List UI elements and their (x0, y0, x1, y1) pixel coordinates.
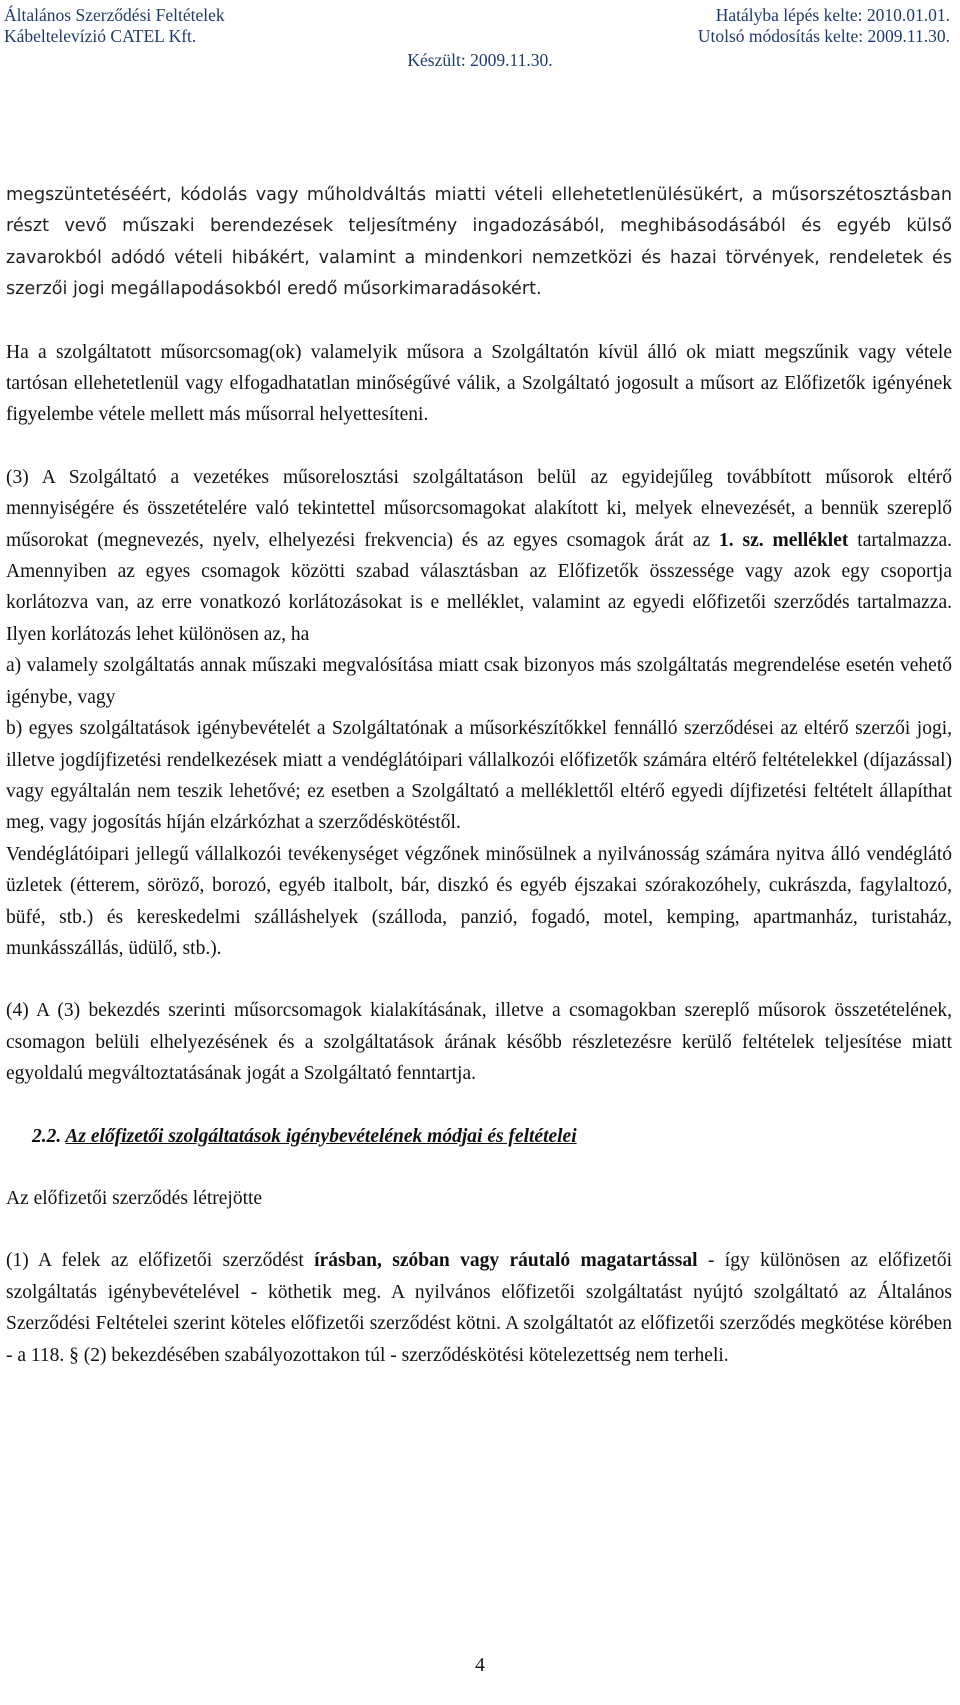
section-heading (6, 1121, 952, 1152)
header-last-modified: Utolsó módosítás kelte: 2009.11.30. (697, 26, 950, 46)
paragraph-3-packages (6, 462, 952, 650)
section-number: 2.2. (32, 1125, 62, 1147)
paragraph-3-item-b: b) egyes szolgáltatások igénybevételét a Szolgáltatónak a műsorkészítőkkel fennálló szerződései az eltérő szerzői jogi, illetve jogdíjfizetési rendelkezések miatt a vendéglátóipari vállalkozói előfizetők számára eltérő feltételekkel (díjazással) vagy egyáltalán nem teszik lehetővé; ez esetben a Szolgáltató a melléklettől eltérő egyedi díjfizetési feltételt állapíthat meg, vagy jogosítás híján elzárkózhat a szerződéskötéstől. (6, 718, 952, 834)
document-body (6, 180, 952, 1371)
paragraph-liability-continuation: megszüntetéséért, kódolás vagy műholdváltás miatti vételi ellehetetlenülésükért, a műsorszétosztásban részt vevő műszaki berendezések teljesítmény ingadozásából, meghibásodásából és egyéb külső zavarokból adódó vételi hibákért, valamint a mindenkori nemzetközi és hazai törvények, rendeletek és szerzői jogi megállapodásokból eredő műsorkimaradásokért. (6, 185, 952, 300)
page-number: 4 (475, 1655, 485, 1676)
appendix-reference: 1. sz. melléklet (718, 529, 849, 551)
paragraph-program-replacement: Ha a szolgáltatott műsorcsomag(ok) valamelyik műsora a Szolgáltatón kívül álló ok miatt megszűnik vagy vétele tartósan ellehetetlenül vagy elfogadhatatlan minőségűvé válik, a Szolgáltató jogosult a műsort az Előfizetők igényének figyelembe vétele mellett más műsorral helyettesíteni. (6, 341, 952, 426)
paragraph-3-item-a: a) valamely szolgáltatás annak műszaki megvalósítása miatt csak bizonyos más szolgáltatás megrendelése esetén vehető igénybe, vagy (6, 655, 952, 708)
paragraph-3-hospitality: Vendéglátóipari jellegű vállalkozói tevékenységet végzőnek minősülnek a nyilvánosság számára nyitva álló vendéglátó üzletek (étterem, söröző, borozó, egyéb italbolt, bár, diszkó és egyéb éjszakai szórakozóhely, cukrászda, fagylaltozó, büfé, stb.) és kereskedelmi szálláshelyek (szálloda, panzió, fogadó, motel, kemping, apartmanház, turistaház, munkásszállás, üdülő, stb.). (6, 843, 952, 959)
section-title: Az előfizetői szolgáltatások igénybevételének módjai és feltételei (65, 1125, 577, 1147)
contract-forms-bold: írásban, szóban vagy ráutaló magatartással (314, 1250, 698, 1272)
subheading-contract-formation: Az előfizetői szerződés létrejötte (6, 1187, 263, 1209)
paragraph-3-text-b: tartalmazza. Amennyiben az egyes csomagok közötti szabad választásban az Előfizetők összessége vagy azok egy csoportja korlátozva van, az erre vonatkozó korlátozásokat is e melléklet, valamint az egyedi előfizetői szerződés tartalmazza. Ilyen korlátozás lehet különösen az, ha (6, 529, 952, 645)
header-document-title: Általános Szerződési Feltételek (4, 5, 225, 25)
paragraph-1-text-a: (1) A felek az előfizetői szerződést (6, 1250, 315, 1272)
paragraph-3-text-a: (3) A Szolgáltató a vezetékes műsorelosztási szolgáltatáson belül az egyidejűleg továbbított műsorok eltérő mennyiségére és összetételére való tekintettel műsorcsomagokat alakított ki, melyek elnevezését, a bennük szereplő műsorokat (megnevezés, nyelv, elhelyezési frekvencia) és az egyes csomagok árát az (6, 466, 952, 551)
paragraph-1-contract (6, 1245, 952, 1371)
header-created-date: Készült: 2009.11.30. (407, 50, 553, 70)
page-header (0, 0, 960, 78)
header-company-name: Kábeltelevízió CATEL Kft. (4, 26, 197, 46)
paragraph-1-text-b: - így különösen az előfizetői szolgáltatás igénybevételével - köthetik meg. A nyilvános előfizetői szolgáltatást nyújtó szolgáltató az Általános Szerződési Feltételei szerint köteles előfizetői szerződést kötni. A szolgáltatót az előfizetői szerződés megkötése körében - a 118. § (2) bekezdésében szabályozottakon túl - szerződéskötési kötelezettség nem terheli. (6, 1250, 952, 1366)
header-effective-date: Hatályba lépés kelte: 2010.01.01. (715, 5, 950, 25)
paragraph-4-modification: (4) A (3) bekezdés szerinti műsorcsomagok kialakításának, illetve a csomagokban szereplő műsorok összetételének, csomagon belüli elhelyezésének és a szolgáltatások árának később részletezésre kerülő feltételek teljesítése miatt egyoldalú megváltoztatásának jogát a Szolgáltató fenntartja. (6, 1000, 952, 1085)
